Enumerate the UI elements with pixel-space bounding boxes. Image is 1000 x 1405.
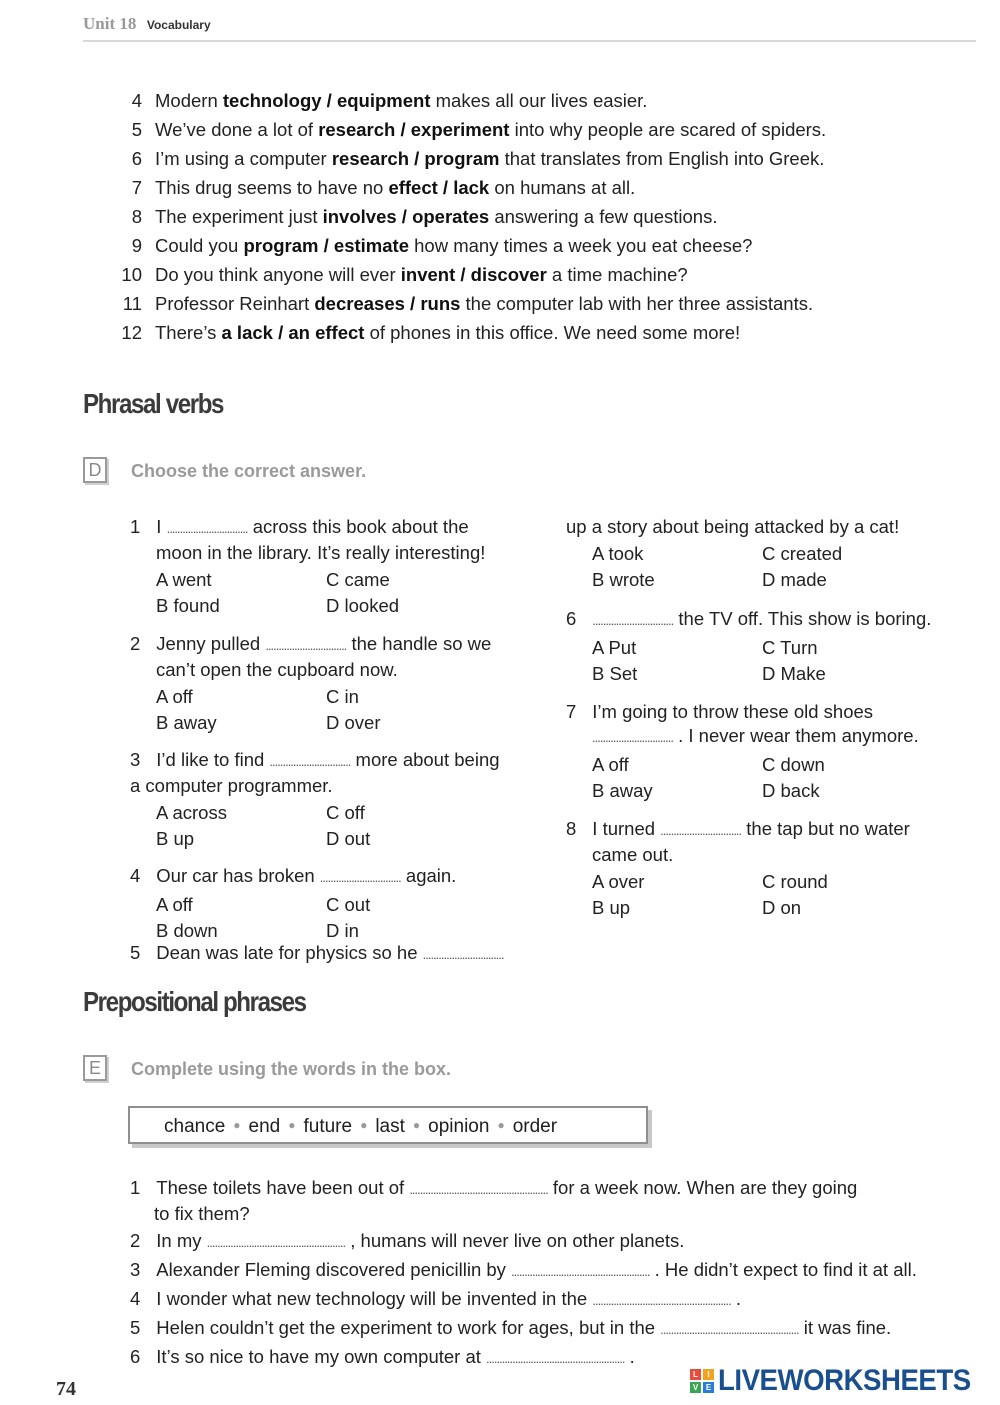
choice-words[interactable]: effect / lack bbox=[388, 177, 490, 198]
stem-text: Our car has broken bbox=[156, 865, 315, 886]
exercise-letter-d: D bbox=[83, 457, 107, 483]
answer-gap[interactable]: ............................... bbox=[660, 823, 742, 838]
stem-text: It’s so nice to have my own computer at bbox=[156, 1346, 481, 1367]
option-a[interactable]: A across bbox=[156, 802, 227, 823]
stem-text: came out. bbox=[592, 844, 674, 865]
answer-gap[interactable]: ..................................................... bbox=[409, 1182, 548, 1197]
stem-text: Alexander Fleming discovered penicillin by bbox=[156, 1259, 506, 1280]
section-title-phrasal-verbs: Phrasal verbs bbox=[83, 388, 224, 419]
item-number: 4 bbox=[131, 90, 142, 111]
option-a[interactable]: A took bbox=[592, 543, 644, 564]
exercise-instruction: Choose the correct answer. bbox=[131, 461, 367, 481]
item-number: 4 bbox=[130, 1288, 141, 1309]
answer-gap[interactable]: ............................... bbox=[592, 730, 673, 745]
item-number: 8 bbox=[566, 818, 577, 839]
option-d[interactable]: D made bbox=[762, 569, 827, 590]
header-divider bbox=[83, 40, 976, 42]
liveworksheets-logo[interactable] bbox=[690, 1366, 993, 1396]
bullet-icon: ● bbox=[288, 1118, 296, 1132]
answer-gap[interactable]: ..................................................... bbox=[660, 1322, 799, 1337]
item-number: 9 bbox=[131, 235, 142, 256]
item-number: 6 bbox=[566, 608, 577, 629]
stem-text: up a story about being attacked by a cat! bbox=[566, 516, 900, 537]
option-c[interactable]: C round bbox=[762, 871, 828, 892]
bullet-icon: ● bbox=[412, 1118, 421, 1132]
item-number: 7 bbox=[566, 701, 577, 722]
answer-gap[interactable]: ............................... bbox=[422, 947, 504, 962]
question-6 bbox=[566, 607, 986, 687]
option-c[interactable]: C Turn bbox=[762, 637, 818, 658]
item-number: 2 bbox=[130, 633, 141, 654]
option-c[interactable]: C created bbox=[762, 543, 843, 564]
logo-icon: L I V E bbox=[690, 1369, 714, 1393]
item-text: The experiment just involves / operates answering a few questions. bbox=[155, 206, 718, 227]
stem-text: can’t open the cupboard now. bbox=[156, 659, 398, 680]
list-item bbox=[130, 1316, 990, 1342]
item-number: 11 bbox=[122, 293, 142, 314]
option-a[interactable]: A Put bbox=[592, 637, 637, 658]
option-a[interactable]: A off bbox=[156, 894, 193, 915]
item-number: 7 bbox=[131, 177, 142, 198]
page-number: 74 bbox=[56, 1378, 76, 1400]
item-text: Modern technology / equipment makes all our lives easier. bbox=[155, 90, 648, 111]
item-number: 1 bbox=[130, 1177, 141, 1198]
exercise-letter-e: E bbox=[83, 1055, 107, 1081]
stem-text: again. bbox=[405, 865, 457, 886]
stem-text: . bbox=[629, 1346, 635, 1367]
option-d[interactable]: D back bbox=[762, 780, 820, 801]
item-number: 6 bbox=[130, 1346, 141, 1367]
word[interactable]: future bbox=[303, 1116, 353, 1137]
item-text: Do you think anyone will ever invent / discover a time machine? bbox=[155, 264, 688, 285]
option-d[interactable]: D in bbox=[326, 920, 359, 941]
option-c[interactable]: C came bbox=[326, 569, 390, 590]
item-number: 3 bbox=[130, 749, 141, 770]
question-5-stem bbox=[130, 941, 550, 967]
answer-gap[interactable]: ............................... bbox=[166, 521, 248, 536]
item-number: 2 bbox=[130, 1230, 141, 1251]
question-4 bbox=[130, 864, 540, 944]
stem-text: the tap but no water bbox=[746, 818, 910, 839]
list-item bbox=[130, 1258, 990, 1284]
option-a[interactable]: A went bbox=[156, 569, 212, 590]
item-text: Could you program / estimate how many times a week you eat cheese? bbox=[155, 235, 753, 256]
stem-text: I’d like to find bbox=[156, 749, 265, 770]
answer-gap[interactable]: ............................... bbox=[265, 638, 347, 653]
option-d[interactable]: D Make bbox=[762, 663, 826, 684]
list-item bbox=[130, 1287, 990, 1313]
word[interactable]: end bbox=[248, 1116, 281, 1137]
option-a[interactable]: A off bbox=[592, 754, 629, 775]
option-c[interactable]: C in bbox=[326, 686, 359, 707]
option-d[interactable]: D out bbox=[326, 828, 371, 849]
stem-text: across this book about the bbox=[252, 516, 469, 537]
word[interactable]: order bbox=[512, 1116, 558, 1137]
question-8 bbox=[566, 817, 986, 921]
stem-text: , humans will never live on other planets. bbox=[350, 1230, 685, 1251]
choice-words[interactable]: involves / operates bbox=[322, 206, 490, 227]
stem-text: These toilets have been out of bbox=[156, 1177, 405, 1198]
option-d[interactable]: D over bbox=[326, 712, 381, 733]
stem-text: . He didn’t expect to find it at all. bbox=[654, 1259, 917, 1280]
bullet-icon: ● bbox=[233, 1118, 241, 1132]
page-header bbox=[83, 14, 211, 34]
item-text: This drug seems to have no effect / lack on humans at all. bbox=[155, 177, 636, 198]
item-number: 8 bbox=[131, 206, 142, 227]
item-text: We’ve done a lot of research / experiment into why people are scared of spiders. bbox=[155, 119, 827, 140]
question-3 bbox=[130, 748, 550, 852]
question-7 bbox=[566, 700, 986, 804]
exercise-instruction: Complete using the words in the box. bbox=[131, 1059, 452, 1079]
word[interactable]: opinion bbox=[428, 1116, 490, 1137]
option-b[interactable]: B away bbox=[592, 780, 653, 801]
option-d[interactable]: D looked bbox=[326, 595, 400, 616]
list-item bbox=[130, 1229, 990, 1255]
choice-words[interactable]: decreases / runs bbox=[314, 293, 461, 314]
option-b[interactable]: B down bbox=[156, 920, 218, 941]
item-number: 12 bbox=[121, 322, 142, 343]
stem-text: . I never wear them anymore. bbox=[678, 725, 919, 746]
list-item bbox=[130, 1176, 990, 1226]
choice-words[interactable]: research / experiment bbox=[318, 119, 510, 140]
item-number: 5 bbox=[130, 1317, 141, 1338]
answer-gap[interactable]: ..................................................... bbox=[206, 1235, 346, 1250]
option-b[interactable]: B wrote bbox=[592, 569, 655, 590]
stem-text: to fix them? bbox=[154, 1203, 250, 1224]
stem-text: the TV off. This show is boring. bbox=[678, 608, 932, 629]
item-number: 6 bbox=[131, 148, 142, 169]
item-number: 10 bbox=[121, 264, 142, 285]
option-d[interactable]: D on bbox=[762, 897, 802, 918]
item-number: 5 bbox=[130, 942, 141, 963]
choice-words[interactable]: program / estimate bbox=[243, 235, 409, 256]
stem-text: Helen couldn’t get the experiment to work for ages, but in the bbox=[156, 1317, 656, 1338]
list-item bbox=[130, 1345, 690, 1371]
option-b[interactable]: B found bbox=[156, 595, 220, 616]
answer-gap[interactable]: ............................... bbox=[319, 870, 401, 885]
item-text: Professor Reinhart decreases / runs the computer lab with her three assistants. bbox=[155, 293, 814, 314]
stem-text: I’m going to throw these old shoes bbox=[592, 701, 874, 722]
item-number: 1 bbox=[130, 516, 141, 537]
stem-text: moon in the library. It’s really interesting! bbox=[156, 542, 486, 563]
choice-words[interactable]: research / program bbox=[331, 148, 500, 169]
item-number: 3 bbox=[130, 1259, 141, 1280]
option-b[interactable]: B away bbox=[156, 712, 217, 733]
option-b[interactable]: B up bbox=[156, 828, 195, 849]
option-a[interactable]: A over bbox=[592, 871, 645, 892]
stem-text: a computer programmer. bbox=[130, 775, 333, 796]
answer-gap[interactable]: ............................... bbox=[592, 613, 674, 628]
answer-gap[interactable]: ..................................................... bbox=[486, 1351, 625, 1366]
option-c[interactable]: C out bbox=[326, 894, 371, 915]
bullet-icon: ● bbox=[360, 1118, 368, 1132]
option-b[interactable]: B up bbox=[592, 897, 631, 918]
logo-text: LIVEWORKSHEETS bbox=[718, 1364, 971, 1397]
option-a[interactable]: A off bbox=[156, 686, 193, 707]
section-title-prepositional-phrases: Prepositional phrases bbox=[83, 986, 306, 1017]
word[interactable]: last bbox=[375, 1116, 405, 1137]
question-1 bbox=[130, 515, 540, 619]
word[interactable]: chance bbox=[164, 1116, 226, 1137]
option-c[interactable]: C off bbox=[326, 802, 365, 823]
question-2 bbox=[130, 632, 540, 736]
item-text: I’m using a computer research / program that translates from English into Greek. bbox=[155, 148, 825, 169]
word-box bbox=[128, 1106, 648, 1144]
stem-text: it was fine. bbox=[803, 1317, 892, 1338]
option-c[interactable]: C down bbox=[762, 754, 825, 775]
stem-text: I turned bbox=[592, 818, 656, 839]
answer-gap[interactable]: ............................... bbox=[269, 754, 351, 769]
unit-label: Unit 18 bbox=[83, 14, 137, 33]
section-label: Vocabulary bbox=[146, 18, 211, 32]
stem-text: I bbox=[156, 516, 162, 537]
item-number: 4 bbox=[130, 865, 141, 886]
item-number: 5 bbox=[131, 119, 142, 140]
answer-gap[interactable]: ..................................................... bbox=[511, 1264, 650, 1279]
stem-text: Jenny pulled bbox=[156, 633, 261, 654]
stem-text: the handle so we bbox=[351, 633, 492, 654]
choice-words[interactable]: invent / discover bbox=[400, 264, 547, 285]
choice-words[interactable]: a lack / an effect bbox=[221, 322, 365, 343]
question-5-continued bbox=[566, 515, 986, 593]
answer-gap[interactable]: ..................................................... bbox=[592, 1293, 731, 1308]
stem-text: I wonder what new technology will be invented in the bbox=[156, 1288, 588, 1309]
choice-words[interactable]: technology / equipment bbox=[222, 90, 431, 111]
stem-text: In my bbox=[156, 1230, 202, 1251]
stem-text: Dean was late for physics so he bbox=[156, 942, 418, 963]
stem-text: . bbox=[735, 1288, 742, 1309]
stem-text: more about being bbox=[355, 749, 500, 770]
bullet-icon: ● bbox=[497, 1118, 505, 1132]
stem-text: for a week now. When are they going bbox=[552, 1177, 858, 1198]
item-text: There’s a lack / an effect of phones in this office. We need some more! bbox=[155, 322, 741, 343]
option-b[interactable]: B Set bbox=[592, 663, 638, 684]
